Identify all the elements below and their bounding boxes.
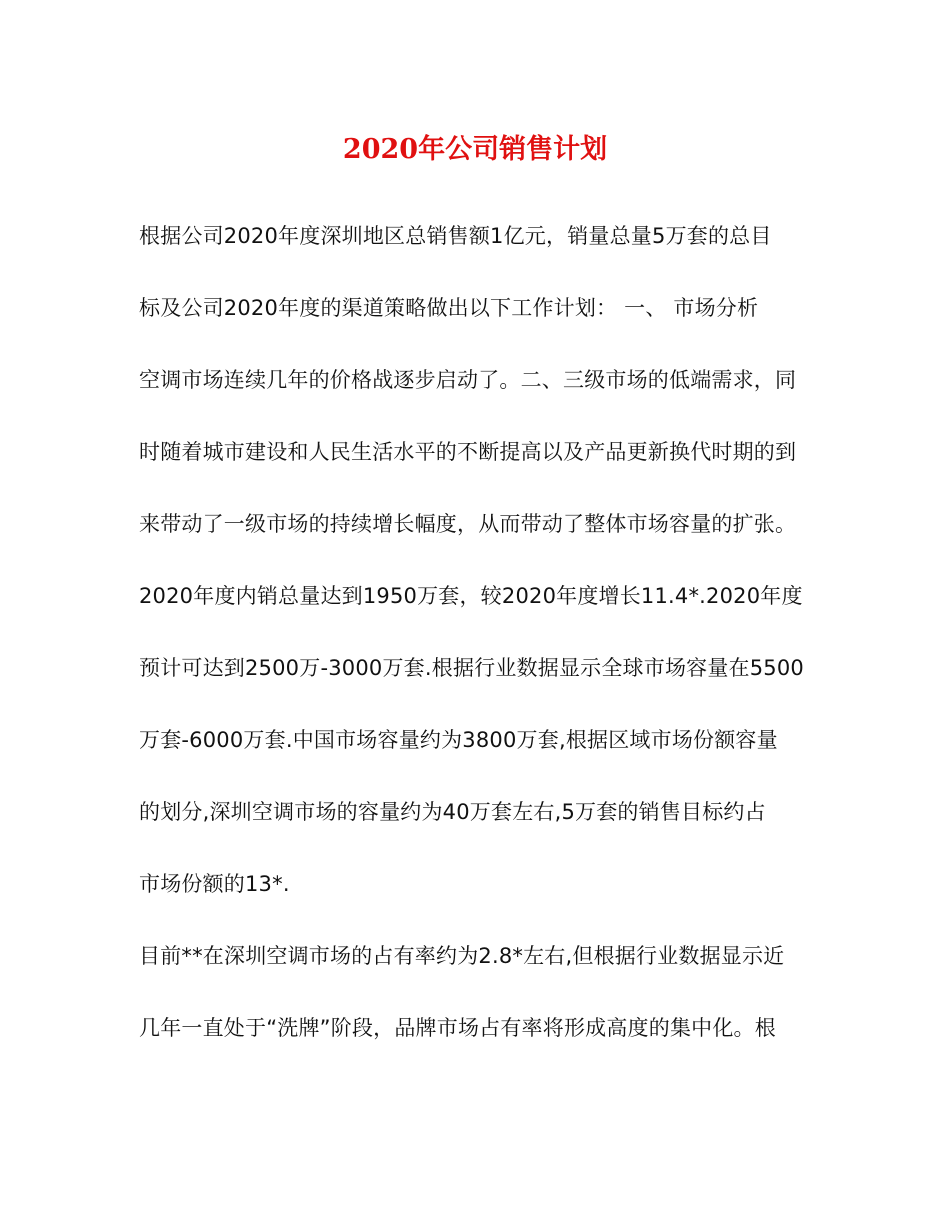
paragraph-line: 万套-6000万套.中国市场容量约为3800万套,根据区域市场份额容量 — [139, 728, 778, 752]
paragraph-line: 来带动了一级市场的持续增长幅度，从而带动了整体市场容量的扩张。 — [139, 512, 797, 536]
paragraph-line: 市场份额的13*. — [139, 872, 290, 896]
paragraph-line: 标及公司2020年度的渠道策略做出以下工作计划： 一、 市场分析 — [139, 296, 759, 320]
paragraph-line: 根据公司2020年度深圳地区总销售额1亿元，销量总量5万套的总目 — [139, 224, 772, 248]
paragraph-line: 2020年度内销总量达到1950万套，较2020年度增长11.4*.2020年度 — [139, 584, 803, 608]
paragraph-line: 空调市场连续几年的价格战逐步启动了。二、三级市场的低端需求，同 — [139, 368, 797, 392]
document-title: 2020年公司销售计划 — [342, 134, 608, 165]
paragraph-line: 目前**在深圳空调市场的占有率约为2.8*左右,但根据行业数据显示近 — [139, 944, 785, 968]
paragraph-line: 几年一直处于“洗牌”阶段，品牌市场占有率将形成高度的集中化。根 — [139, 1016, 776, 1040]
paragraph-line: 的划分,深圳空调市场的容量约为40万套左右,5万套的销售目标约占 — [139, 800, 766, 824]
paragraph-line: 时随着城市建设和人民生活水平的不断提高以及产品更新换代时期的到 — [139, 440, 797, 464]
paragraph-line: 预计可达到2500万-3000万套.根据行业数据显示全球市场容量在5500 — [139, 656, 804, 680]
